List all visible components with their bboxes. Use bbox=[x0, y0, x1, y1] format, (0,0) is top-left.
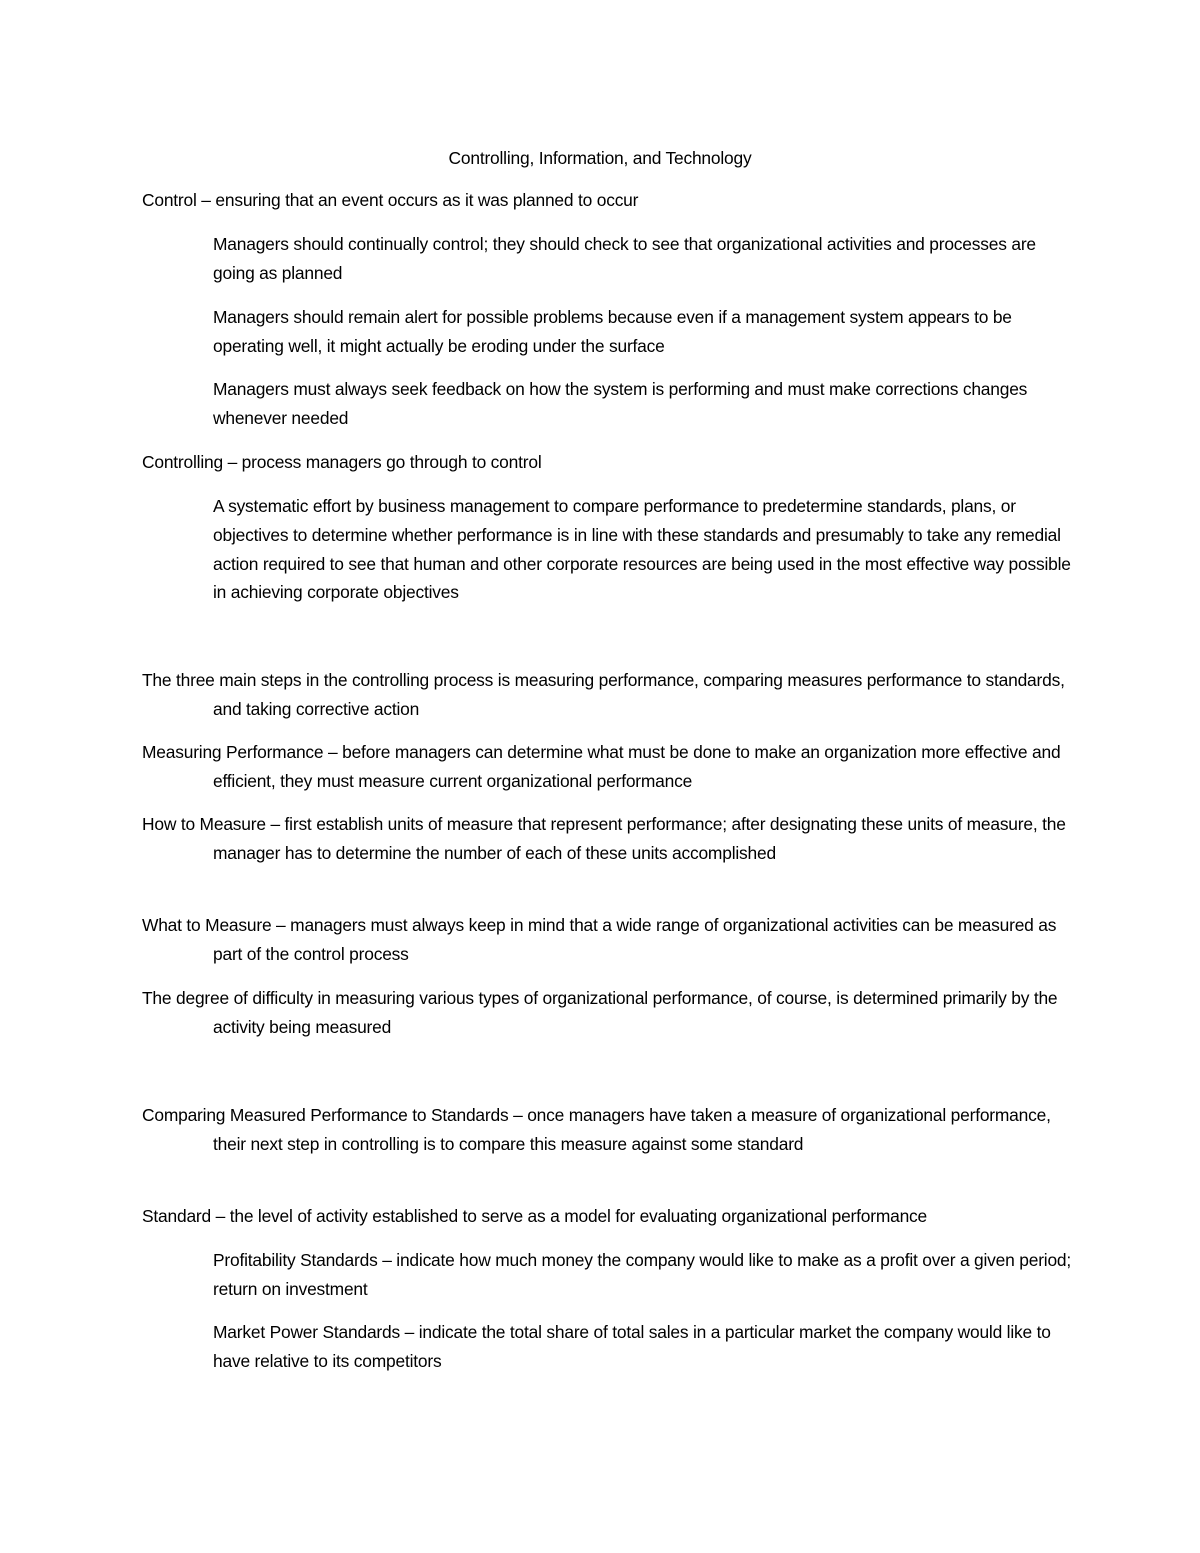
paragraph-standard-definition: Standard – the level of activity established to serve as a model for evaluating organizational performance bbox=[142, 1206, 928, 1226]
paragraph-controlling-definition: Controlling – process managers go through to control bbox=[142, 452, 542, 472]
paragraph-what-to-measure: What to Measure – managers must always keep in mind that a wide range of organizational activities can be measured as part of the control process bbox=[142, 915, 1057, 964]
paragraph-control-definition: Control – ensuring that an event occurs as it was planned to occur bbox=[142, 190, 639, 210]
paragraph-managers-alert: Managers should remain alert for possible problems because even if a management system appears to be operating well, it might actually be eroding under the surface bbox=[213, 307, 1012, 356]
paragraph-degree-of-difficulty: The degree of difficulty in measuring various types of organizational performance, of course, is determined primarily by the activity being measured bbox=[142, 988, 1058, 1037]
paragraph-profitability-standards: Profitability Standards – indicate how much money the company would like to make as a profit over a given period; return on investment bbox=[213, 1250, 1072, 1299]
paragraph-managers-control: Managers should continually control; they should check to see that organizational activities and processes are going as planned bbox=[213, 234, 1036, 283]
paragraph-how-to-measure: How to Measure – first establish units of measure that represent performance; after designating these units of measure, the manager has to determine the number of each of these units accomplished bbox=[142, 814, 1066, 863]
paragraph-managers-feedback: Managers must always seek feedback on how the system is performing and must make corrections changes whenever needed bbox=[213, 379, 1028, 428]
paragraph-market-power-standards: Market Power Standards – indicate the total share of total sales in a particular market the company would like to have relative to its competitors bbox=[213, 1322, 1051, 1371]
paragraph-comparing-measured-performance: Comparing Measured Performance to Standards – once managers have taken a measure of organizational performance, their next step in controlling is to compare this measure against some standard bbox=[142, 1105, 1051, 1154]
document-title: Controlling, Information, and Technology bbox=[448, 148, 752, 168]
paragraph-three-main-steps: The three main steps in the controlling process is measuring performance, comparing measures performance to standards, and taking corrective action bbox=[142, 670, 1065, 719]
paragraph-systematic-effort: A systematic effort by business management to compare performance to predetermine standards, plans, or objectives to determine whether performance is in line with these standards and presumably to take any remedial action required to see that human and other corporate resources are being used in the most effective way possible in achieving corporate objectives bbox=[213, 496, 1071, 603]
paragraph-measuring-performance: Measuring Performance – before managers can determine what must be done to make an organization more effective and efficient, they must measure current organizational performance bbox=[142, 742, 1061, 791]
